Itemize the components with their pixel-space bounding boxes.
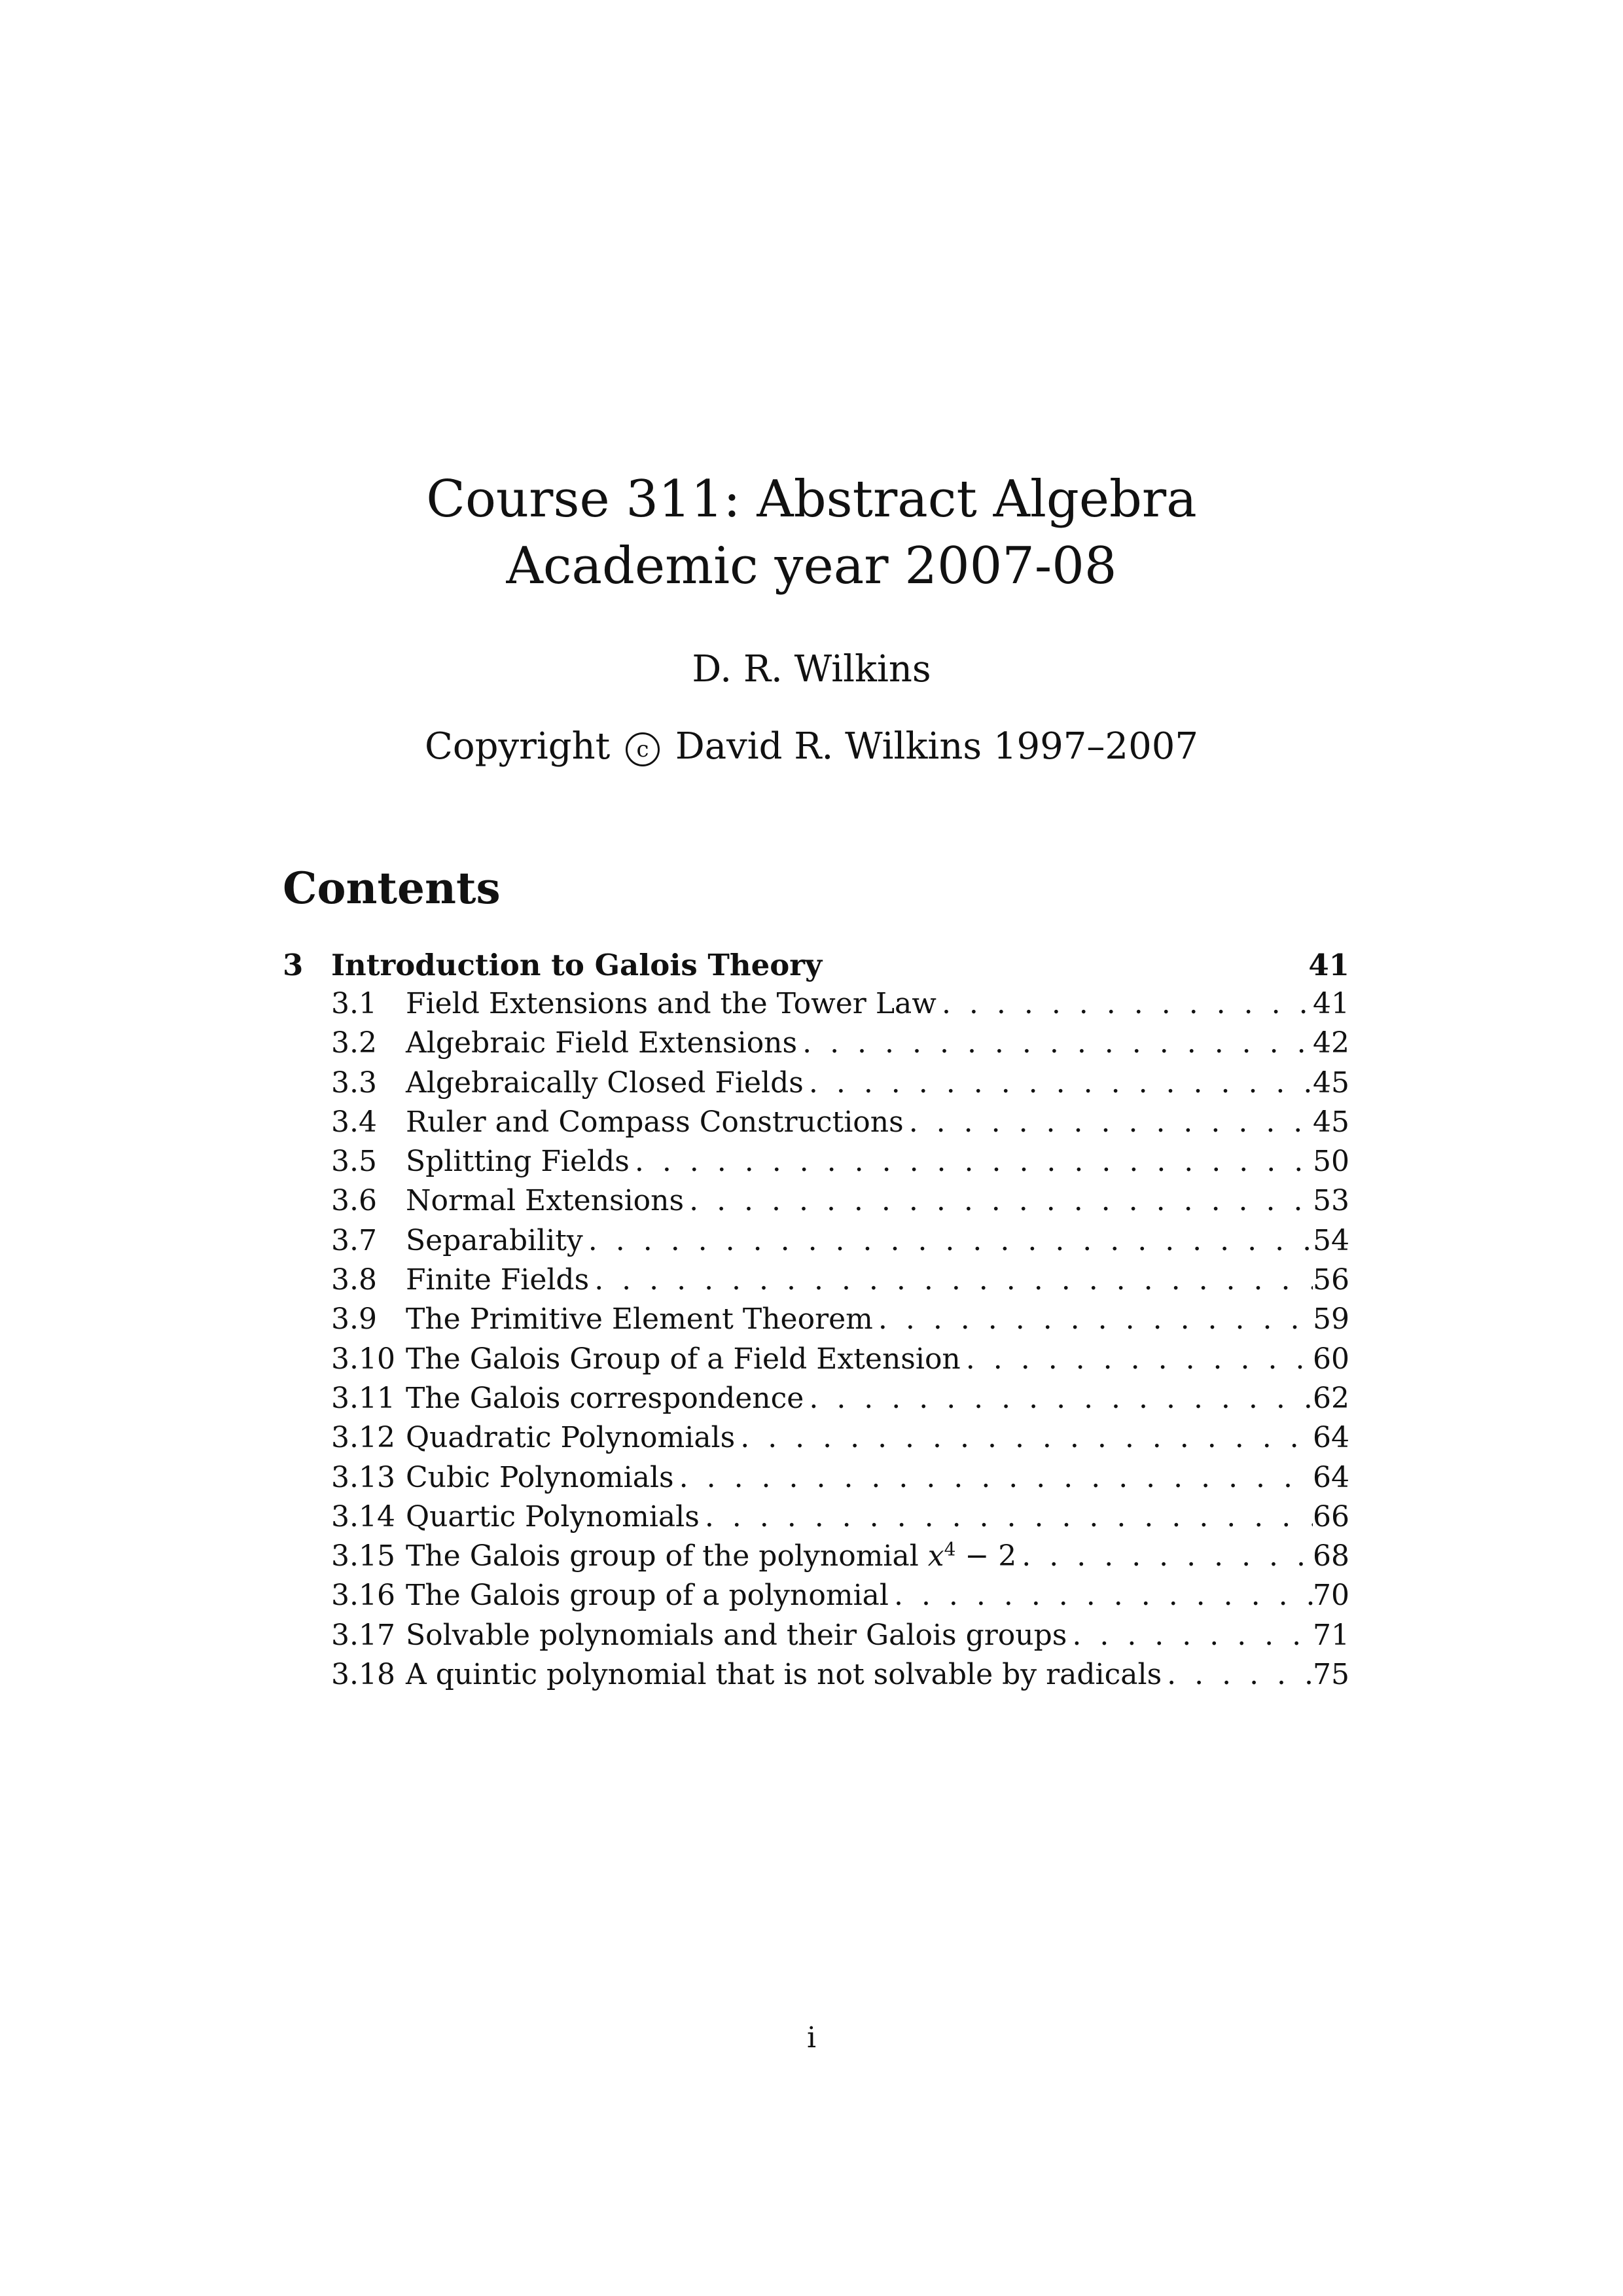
toc-section-entry[interactable]: [283, 1105, 1349, 1145]
toc-section-page: 41: [1313, 987, 1349, 1020]
toc-section-number: 3.2: [331, 1026, 377, 1060]
toc-section-entry[interactable]: [283, 1539, 1349, 1579]
toc-section-number: 3.9: [331, 1302, 377, 1336]
toc-section-title-text: Quartic Polynomials: [406, 1499, 700, 1534]
toc-section-number: 3.8: [331, 1263, 377, 1297]
toc-section-page: 45: [1313, 1066, 1349, 1100]
toc-section-title-text: Splitting Fields: [406, 1145, 630, 1179]
toc-dot-leader: [1016, 1539, 1313, 1573]
toc-section-page: 68: [1313, 1539, 1349, 1573]
toc-section-entry[interactable]: [283, 1184, 1349, 1223]
math-exponent: 4: [944, 1538, 956, 1560]
toc-dot-leader: [589, 1263, 1313, 1297]
copyright-holder: David R. Wilkins 1997–2007: [675, 725, 1198, 768]
toc-section-number: 3.17: [331, 1618, 395, 1652]
toc-section-entry[interactable]: [283, 1579, 1349, 1618]
toc-section-number: 3.4: [331, 1105, 377, 1139]
math-remainder: − 2: [955, 1539, 1017, 1573]
toc-dot-leader: [936, 987, 1313, 1020]
toc-chapter-page: 41: [1308, 948, 1349, 982]
toc-dot-leader: [1067, 1619, 1313, 1652]
toc-section-page: 64: [1313, 1421, 1349, 1455]
toc-section-number: 3.18: [331, 1658, 395, 1692]
toc-section-page: 54: [1313, 1223, 1349, 1257]
toc-section-page: 64: [1313, 1460, 1349, 1494]
toc-chapter-title: Introduction to Galois Theory: [331, 948, 823, 982]
toc-section-page: 53: [1313, 1184, 1349, 1218]
toc-section-number: 3.1: [331, 987, 377, 1020]
toc-section-entry[interactable]: [283, 1461, 1349, 1500]
toc-dot-leader: [583, 1224, 1313, 1257]
toc-section-entry[interactable]: [283, 1658, 1349, 1697]
toc-dot-leader: [630, 1145, 1313, 1178]
toc-section-entry[interactable]: [283, 1263, 1349, 1302]
toc-section-entry[interactable]: [283, 1302, 1349, 1342]
toc-section-title: [406, 1066, 804, 1100]
toc-section-title: [406, 1342, 961, 1376]
toc-section-number: 3.3: [331, 1066, 377, 1100]
toc-section-title-text: The Galois Group of a Field Extension: [406, 1342, 961, 1376]
toc-section-title: [406, 1421, 735, 1454]
toc-section-number: 3.14: [331, 1499, 395, 1534]
toc-section-title-text: Ruler and Compass Constructions: [406, 1105, 904, 1139]
toc-section-title: [406, 1579, 889, 1612]
toc-section-number: 3.7: [331, 1223, 377, 1257]
toc-section-title-text: Algebraically Closed Fields: [406, 1066, 804, 1100]
toc-dot-leader: [873, 1302, 1313, 1336]
toc-section-title: [406, 1500, 700, 1534]
toc-dot-leader: [735, 1421, 1313, 1454]
toc-dot-leader: [804, 1066, 1313, 1100]
toc-section-title-text: A quintic polynomial that is not solvable by radicals: [406, 1658, 1162, 1692]
toc-dot-leader: [889, 1579, 1313, 1612]
page-number: i: [806, 2021, 817, 2054]
toc-section-title-text: Finite Fields: [406, 1263, 590, 1297]
toc-section-title: [406, 1382, 804, 1415]
toc-section-title: [406, 1302, 873, 1336]
copyright-icon: c: [626, 732, 660, 766]
toc-section-number: 3.12: [331, 1421, 395, 1455]
toc-section-page: 70: [1313, 1579, 1349, 1613]
contents-heading: Contents: [283, 863, 501, 914]
document-subtitle: Academic year 2007-08: [506, 537, 1117, 596]
toc-section-page: 56: [1313, 1263, 1349, 1297]
toc-section-title-text: Cubic Polynomials: [406, 1460, 674, 1494]
toc-dot-leader: [961, 1342, 1313, 1376]
table-of-contents: [283, 948, 1349, 1697]
document-title: Course 311: Abstract Algebra: [426, 470, 1197, 529]
toc-section-page: 45: [1313, 1105, 1349, 1139]
toc-section-title: [406, 1658, 1162, 1691]
toc-section-page: 59: [1313, 1302, 1349, 1336]
toc-section-entry[interactable]: [283, 1224, 1349, 1263]
toc-section-title-text: Separability: [406, 1223, 583, 1257]
toc-section-title-text: The Galois group of a polynomial: [406, 1579, 889, 1613]
toc-dot-leader: [904, 1105, 1313, 1139]
toc-section-title-text: Algebraic Field Extensions: [406, 1026, 798, 1060]
toc-section-entry[interactable]: [283, 1026, 1349, 1066]
toc-section-number: 3.6: [331, 1184, 377, 1218]
toc-section-entry[interactable]: [283, 1421, 1349, 1460]
toc-section-entry[interactable]: [283, 1342, 1349, 1382]
toc-section-title: [406, 987, 936, 1020]
toc-section-entry[interactable]: [283, 1382, 1349, 1421]
toc-dot-leader: [674, 1461, 1313, 1494]
toc-section-entry[interactable]: [283, 1066, 1349, 1105]
toc-section-title: [406, 1105, 904, 1139]
toc-section-number: 3.11: [331, 1381, 395, 1415]
toc-section-number: 3.16: [331, 1579, 395, 1613]
toc-section-title: [406, 1145, 630, 1178]
copyright-notice: [0, 725, 1623, 768]
toc-section-number: 3.13: [331, 1460, 395, 1494]
math-variable: x: [927, 1539, 944, 1573]
toc-section-title: [406, 1224, 583, 1257]
toc-section-entry[interactable]: [283, 1500, 1349, 1539]
copyright-prefix: Copyright: [425, 725, 611, 768]
toc-section-page: 60: [1313, 1342, 1349, 1376]
toc-chapter-number: 3: [283, 948, 304, 982]
toc-section-title: [406, 1539, 1016, 1573]
toc-section-title: [406, 1619, 1067, 1652]
toc-section-title-text: The Galois group of the polynomial: [406, 1539, 919, 1573]
toc-section-page: 62: [1313, 1381, 1349, 1415]
toc-section-title: [406, 1184, 684, 1217]
toc-dot-leader: [684, 1184, 1313, 1217]
toc-section-entry[interactable]: [283, 1145, 1349, 1184]
toc-section-title-text: Solvable polynomials and their Galois groups: [406, 1618, 1067, 1652]
toc-section-page: 71: [1313, 1618, 1349, 1652]
toc-section-title-text: Quadratic Polynomials: [406, 1421, 736, 1455]
toc-section-title: [406, 1263, 589, 1297]
toc-dot-leader: [1162, 1658, 1313, 1691]
author-name: D. R. Wilkins: [692, 648, 931, 691]
toc-section-title: [406, 1461, 674, 1494]
toc-section-title-text: Normal Extensions: [406, 1184, 685, 1218]
toc-dot-leader: [700, 1500, 1313, 1534]
toc-section-title-text: The Primitive Element Theorem: [406, 1302, 873, 1336]
toc-section-entry[interactable]: [283, 987, 1349, 1026]
toc-section-title: [406, 1026, 797, 1060]
toc-section-page: 50: [1313, 1145, 1349, 1179]
toc-section-page: 66: [1313, 1499, 1349, 1534]
toc-dot-leader: [797, 1026, 1313, 1060]
toc-section-page: 42: [1313, 1026, 1349, 1060]
toc-section-entry[interactable]: [283, 1619, 1349, 1658]
toc-section-title-text: The Galois correspondence: [406, 1381, 804, 1415]
toc-section-number: 3.10: [331, 1342, 395, 1376]
toc-chapter-entry[interactable]: [283, 948, 1349, 987]
toc-section-number: 3.5: [331, 1145, 377, 1179]
toc-section-number: 3.15: [331, 1539, 395, 1573]
toc-dot-leader: [804, 1382, 1313, 1415]
toc-section-title-text: Field Extensions and the Tower Law: [406, 987, 936, 1020]
toc-section-page: 75: [1313, 1658, 1349, 1692]
